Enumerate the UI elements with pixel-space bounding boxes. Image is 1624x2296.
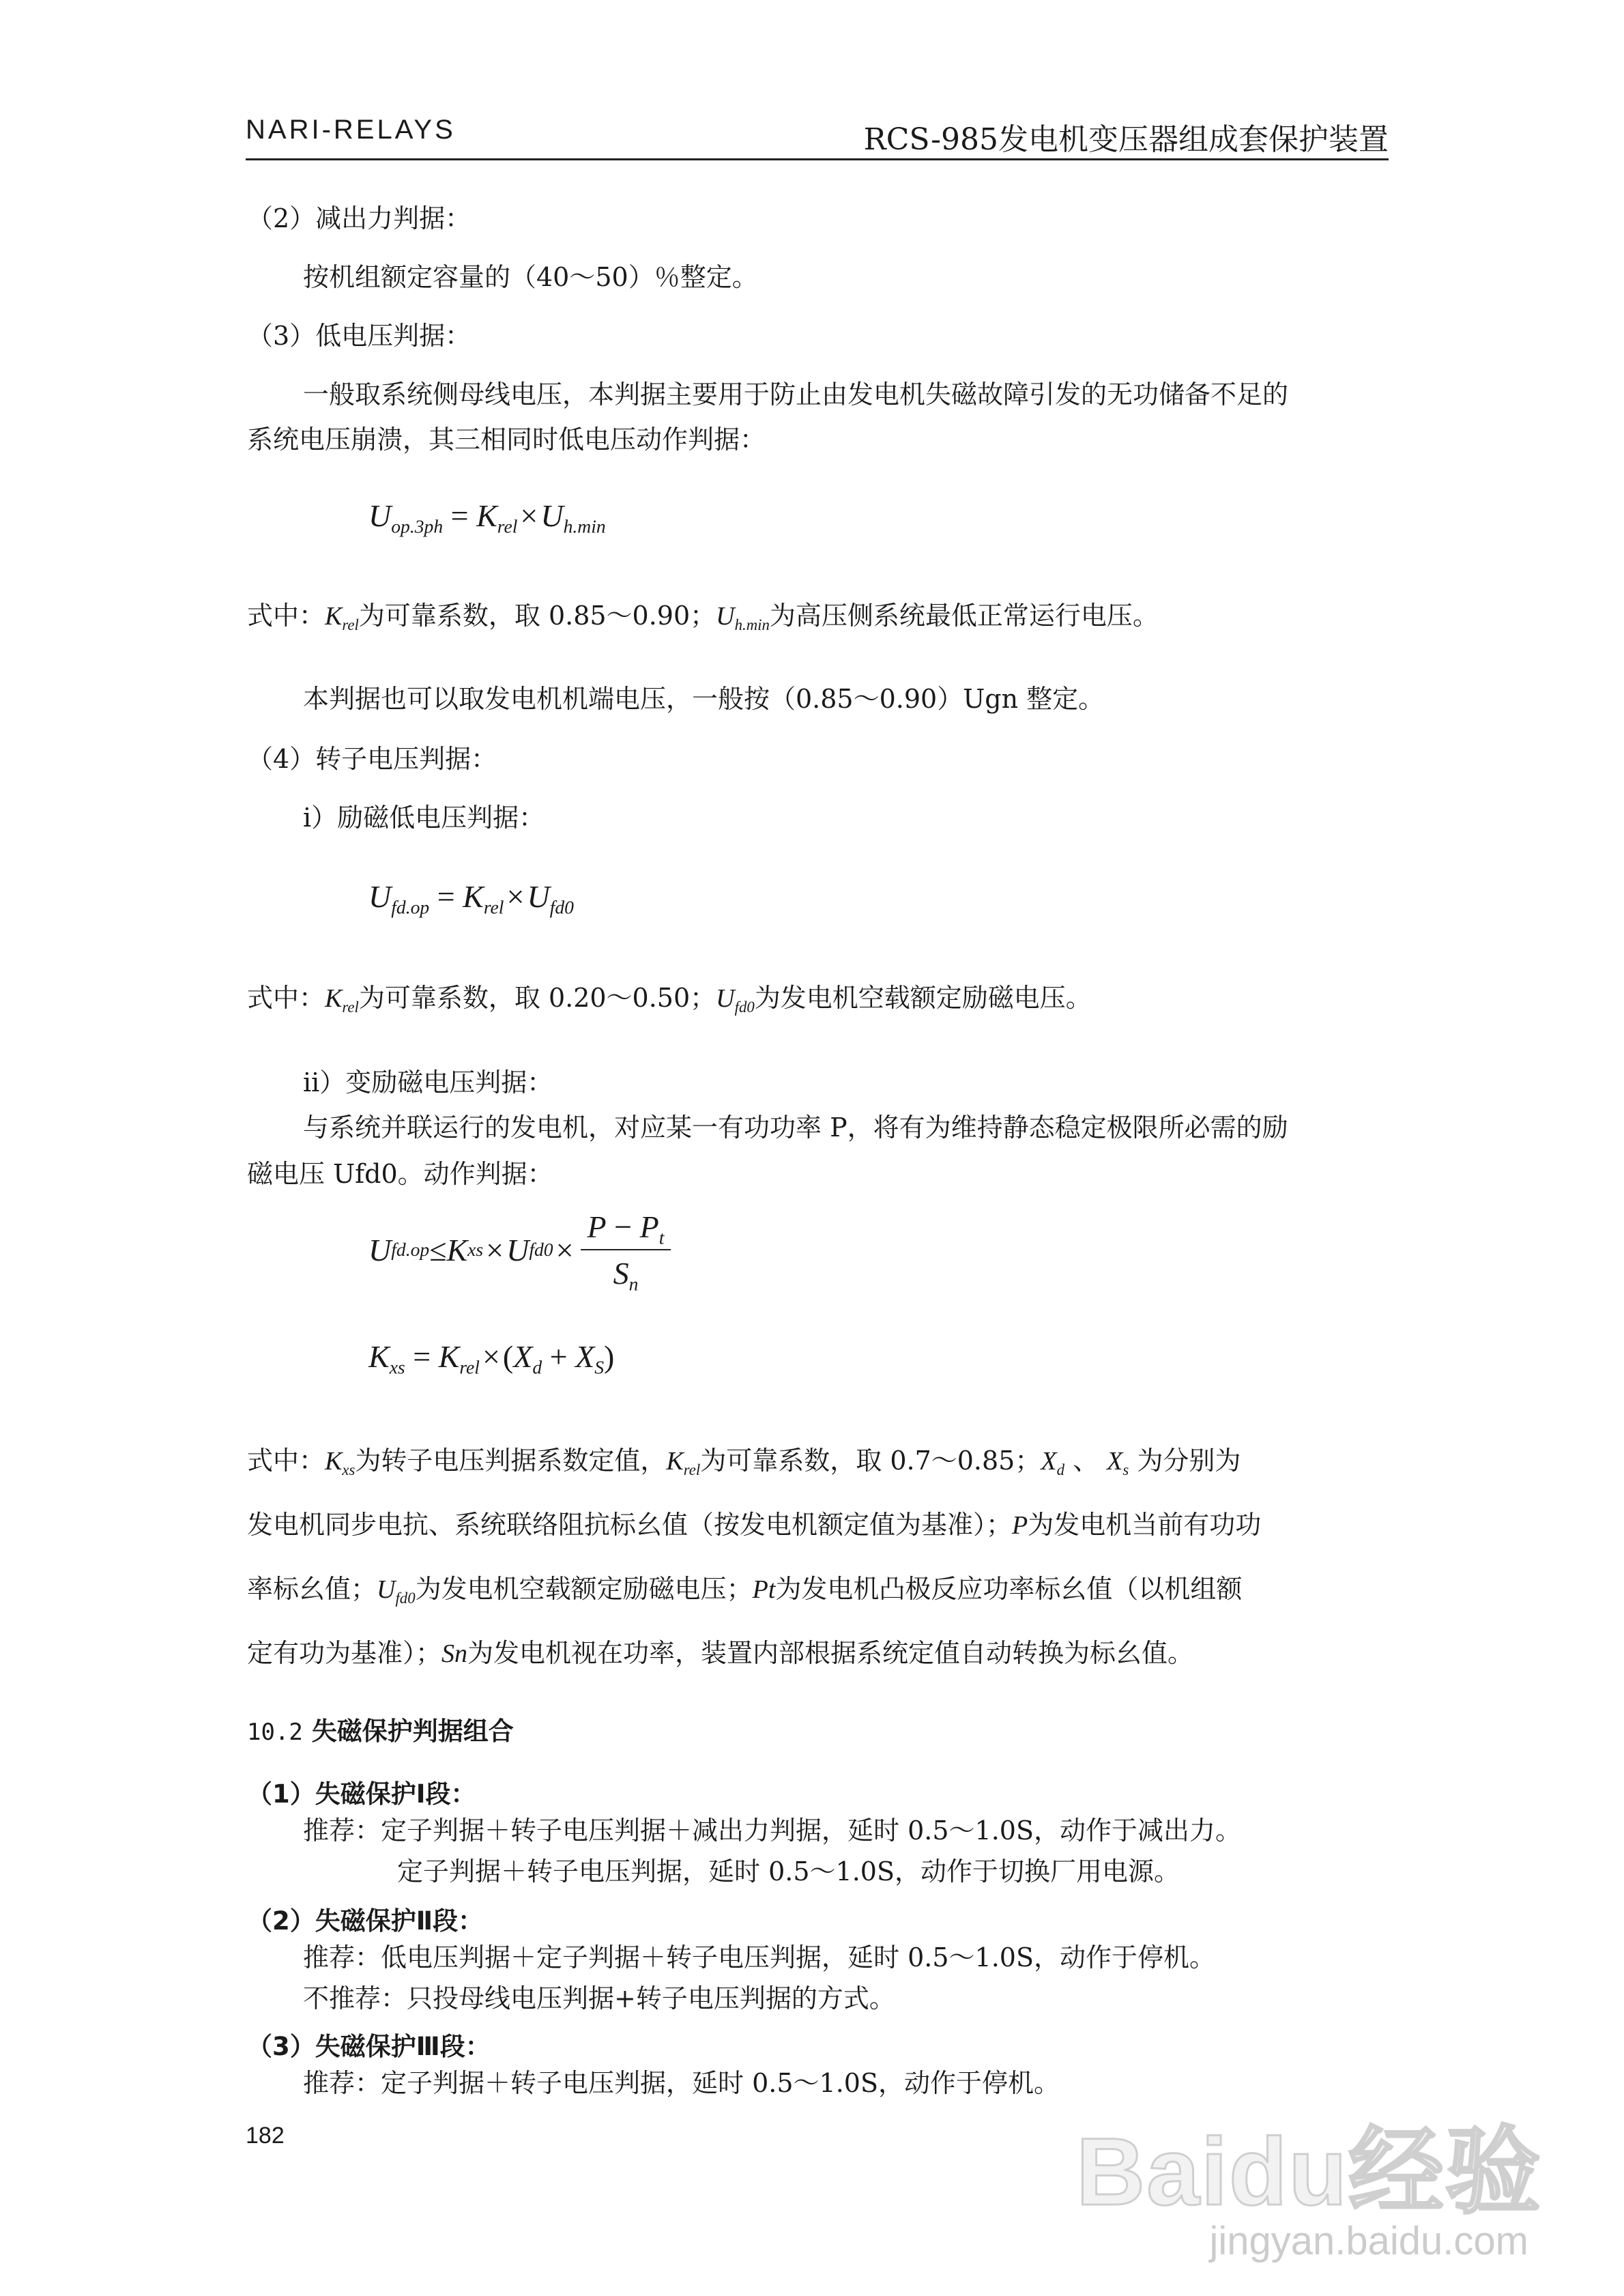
s3-body-line1: 一般取系统侧母线电压，本判据主要用于防止由发电机失磁故障引发的无功储备不足的 [303, 379, 1289, 410]
group3-line1: 推荐：定子判据＋转子电压判据，延时 0.5～1.0S，动作于停机。 [303, 2068, 1060, 2098]
s4-i-where: 式中：$K_{rel}$为可靠系数，取 0.20～0.50；$U_{fd0}$为发电机空载额定励磁电压。 [247, 983, 1092, 1016]
group2-title: （2）失磁保护Ⅱ段： [247, 1906, 484, 1936]
s4-ii-body-line1: 与系统并联运行的发电机，对应某一有功功率 P，将有为维持静态稳定极限所必需的励 [303, 1113, 1288, 1143]
page-number: 182 [246, 2123, 285, 2149]
s2-body: 按机组额定容量的（40～50）％整定。 [303, 262, 758, 292]
formula-kxs: $K_{xs} = K_{rel}\times(X_d + X_S)$ [368, 1339, 615, 1378]
group2-line1: 推荐：低电压判据＋定子判据＋转子电压判据，延时 0.5～1.0S，动作于停机。 [303, 1942, 1215, 1972]
s3-note: 本判据也可以取发电机机端电压，一般按（0.85～0.90）Ugn 整定。 [303, 684, 1105, 714]
group1-title: （1）失磁保护Ⅰ段： [247, 1779, 476, 1809]
s4-ii-where-line4: 定有功为基准）；Sn为发电机视在功率，装置内部根据系统定值自动转换为标幺值。 [247, 1638, 1194, 1668]
s4-ii-where-line2: 发电机同步电抗、系统联络阻抗标幺值（按发电机额定值为基准）；P为发电机当前有功功 [247, 1510, 1262, 1540]
group1-line2: 定子判据＋转子电压判据，延时 0.5～1.0S，动作于切换厂用电源。 [397, 1856, 1180, 1886]
s4-ii-where-line1: 式中：$K_{xs}$为转子电压判据系数定值，$K_{rel}$为可靠系数，取 0.7～0.85；$X_d$ 、 $X_s$ 为分别为 [247, 1446, 1241, 1478]
s4-ii-body-line2: 磁电压 Ufd0。动作判据： [247, 1159, 553, 1189]
formula-variable-excitation: U fd.op ≤ K xs × U fd0 × $\frac{P - P_t}{S_n}$ [368, 1208, 675, 1291]
s3-where: 式中：$K_{rel}$为可靠系数，取 0.85～0.90；$U_{h.min}$为高压侧系统最低正常运行电压。 [247, 601, 1159, 633]
watermark-url: jingyan.baidu.com [1209, 2219, 1528, 2263]
s4-title: （4）转子电压判据： [247, 744, 497, 774]
section-10-2-heading: 10.2 失磁保护判据组合 [247, 1717, 514, 1746]
s4-ii-title: ii）变励磁电压判据： [303, 1067, 553, 1097]
s4-ii-where-line3: 率标幺值；$U_{fd0}$为发电机空载额定励磁电压；Pt为发电机凸极反应功率标幺值（以机组额 [247, 1574, 1243, 1607]
group2-line2: 不推荐：只投母线电压判据+转子电压判据的方式。 [303, 1983, 895, 2013]
header-left-brand: NARI-RELAYS [246, 115, 456, 145]
fraction: $\frac{P - P_t}{S_n}$ [581, 1208, 671, 1291]
formula-excitation-low-voltage: $U_{fd.op} = K_{rel}\times U_{fd0}$ [368, 879, 574, 918]
group3-title: （3）失磁保护Ⅲ段： [247, 2032, 491, 2061]
group1-line1: 推荐：定子判据＋转子电压判据＋减出力判据，延时 0.5～1.0S，动作于减出力。 [303, 1816, 1241, 1846]
baidu-jingyan-watermark-logo: Baidu经验 [1076, 2118, 1542, 2225]
s3-body-line2: 系统电压崩溃，其三相同时低电压动作判据： [247, 425, 766, 455]
header-right-title: RCS-985发电机变压器组成套保护装置 [863, 122, 1389, 157]
s3-title: （3）低电压判据： [247, 321, 472, 351]
header-rule [246, 158, 1389, 160]
formula-low-voltage: $U_{op.3ph} = K_{rel}\times U_{h.min}$ [368, 498, 606, 537]
s4-i-title: i）励磁低电压判据： [303, 803, 545, 833]
s2-title: （2）减出力判据： [247, 203, 472, 233]
